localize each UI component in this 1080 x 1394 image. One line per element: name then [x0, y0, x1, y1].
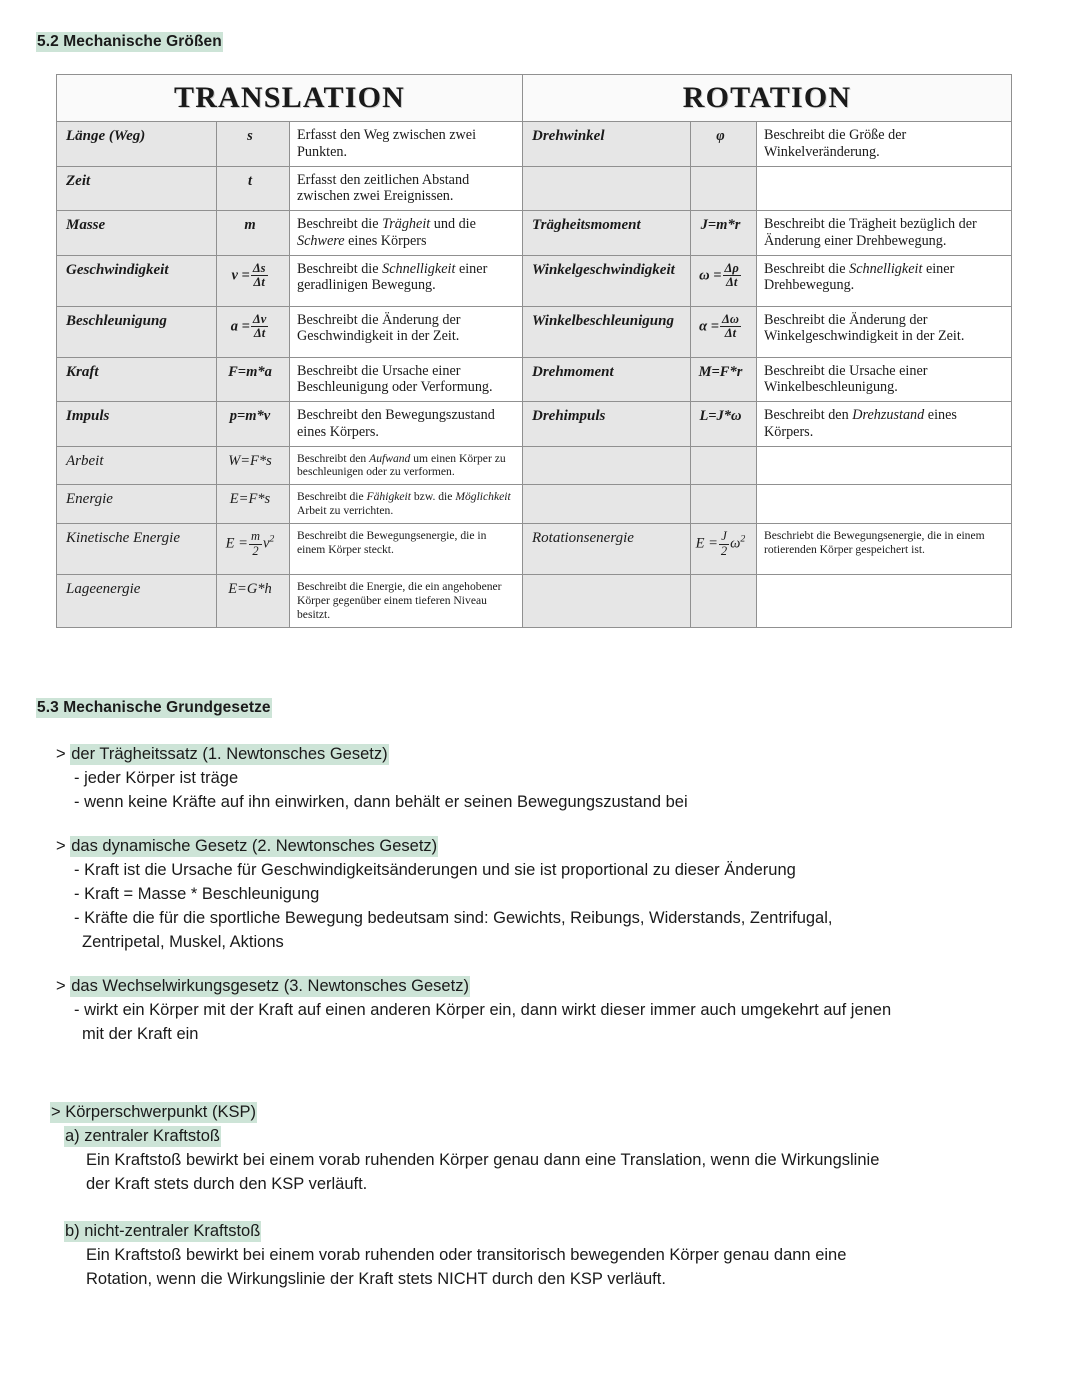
right-description: Beschreibt die Änderung der Winkelgeschwindigkeit in der Zeit.	[757, 306, 1012, 357]
right-description	[757, 166, 1012, 211]
ksp-a-text-2: der Kraft stets durch den KSP verläuft.	[86, 1175, 368, 1194]
law2-bullet-3: - Kräfte die für die sportliche Bewegung bedeutsam sind: Gewichts, Reibungs, Widerstands, Zentrifugal,	[74, 909, 833, 928]
right-symbol: α = $\frac{\Delta\omega}{\Delta t}$	[691, 306, 757, 357]
left-name: Kinetische Energie	[57, 524, 217, 575]
section-heading-5-2	[36, 33, 223, 51]
left-name: Impuls	[57, 402, 217, 447]
table-row	[57, 122, 1012, 167]
right-description: Beschreibt die Trägheit bezüglich der Änderung einer Drehbewegung.	[757, 211, 1012, 256]
left-name: Masse	[57, 211, 217, 256]
right-description: Beschreibt die Schnelligkeit einer Drehbewegung.	[757, 255, 1012, 306]
ksp-b-text-1: Ein Kraftstoß bewirkt bei einem vorab ruhenden oder transitorisch bewegenden Körper genau dann eine	[86, 1246, 847, 1265]
left-name: Länge (Weg)	[57, 122, 217, 167]
left-symbol: s	[217, 122, 290, 167]
table-row	[57, 575, 1012, 628]
right-symbol	[691, 446, 757, 485]
left-symbol: E=F*s	[217, 485, 290, 524]
right-name: Drehwinkel	[523, 122, 691, 167]
left-description: Erfasst den zeitlichen Abstand zwischen zwei Ereignissen.	[290, 166, 523, 211]
bullet-arrow: >	[56, 745, 66, 763]
ksp-a-label-line	[50, 1124, 879, 1148]
right-description: Beschreibt die Ursache einer Winkelbeschleunigung.	[757, 357, 1012, 402]
left-symbol: F=m*a	[217, 357, 290, 402]
left-description: Beschreibt die Fähigkeit bzw. die Möglichkeit Arbeit zu verrichten.	[290, 485, 523, 524]
left-symbol: t	[217, 166, 290, 211]
right-symbol	[691, 166, 757, 211]
banner-translation: TRANSLATION	[57, 75, 523, 122]
law2-title-line	[56, 834, 832, 858]
table-row	[57, 211, 1012, 256]
left-description: Beschreibt den Aufwand um einen Körper zu beschleunigen oder zu verformen.	[290, 446, 523, 485]
ksp-title-line	[50, 1100, 879, 1124]
left-symbol: v = $\frac{\Delta s}{\Delta t}$	[217, 255, 290, 306]
right-symbol: J=m*r	[691, 211, 757, 256]
left-description: Erfasst den Weg zwischen zwei Punkten.	[290, 122, 523, 167]
right-description	[757, 485, 1012, 524]
right-name	[523, 485, 691, 524]
law-block-dynamisches-gesetz	[56, 834, 832, 954]
left-name: Beschleunigung	[57, 306, 217, 357]
left-symbol: a = $\frac{\Delta v}{\Delta t}$	[217, 306, 290, 357]
law2-bullet-1: - Kraft ist die Ursache für Geschwindigkeitsänderungen und sie ist proportional zu dieser Änderung	[74, 861, 796, 880]
right-name: Drehimpuls	[523, 402, 691, 447]
law3-bullet-1: - wirkt ein Körper mit der Kraft auf einen anderen Körper ein, dann wirkt dieser immer auch umgekehrt auf jenen	[74, 1001, 892, 1020]
ksp-title: > Körperschwerpunkt (KSP)	[51, 1103, 256, 1121]
right-description: Beschriebt die Bewegungsenergie, die in einem rotierenden Körper gespeichert ist.	[757, 524, 1012, 575]
table-row	[57, 306, 1012, 357]
table-banner-row	[57, 75, 1012, 122]
left-description: Beschreibt den Bewegungszustand eines Körpers.	[290, 402, 523, 447]
law-block-wechselwirkungsgesetz	[56, 974, 891, 1046]
left-symbol: p=m*v	[217, 402, 290, 447]
left-description: Beschreibt die Schnelligkeit einer geradlinigen Bewegung.	[290, 255, 523, 306]
table-row	[57, 524, 1012, 575]
ksp-b-label: b) nicht-zentraler Kraftstoß	[65, 1222, 261, 1240]
left-name: Lageenergie	[57, 575, 217, 628]
left-symbol: m	[217, 211, 290, 256]
left-description: Beschreibt die Energie, die ein angehobener Körper gegenüber einem tieferen Niveau besitzt.	[290, 575, 523, 628]
left-name: Kraft	[57, 357, 217, 402]
right-description: Beschreibt die Größe der Winkelveränderung.	[757, 122, 1012, 167]
right-symbol: φ	[691, 122, 757, 167]
left-symbol: E=G*h	[217, 575, 290, 628]
right-description: Beschreibt den Drehzustand eines Körpers.	[757, 402, 1012, 447]
right-description	[757, 575, 1012, 628]
law1-title-line	[56, 742, 688, 766]
right-name	[523, 575, 691, 628]
law2-bullet-2: - Kraft = Masse * Beschleunigung	[74, 885, 320, 904]
law3-title: das Wechselwirkungsgesetz (3. Newtonsches Gesetz)	[71, 977, 469, 995]
left-description: Beschreibt die Ursache einer Beschleunigung oder Verformung.	[290, 357, 523, 402]
right-symbol: E = $\frac{J}{2}$ $\omega^2$	[691, 524, 757, 575]
law1-bullet-1: - jeder Körper ist träge	[74, 769, 239, 788]
left-description: Beschreibt die Trägheit und die Schwere eines Körpers	[290, 211, 523, 256]
right-name	[523, 166, 691, 211]
right-name	[523, 446, 691, 485]
law1-bullet-2: - wenn keine Kräfte auf ihn einwirken, dann behält er seinen Bewegungszustand bei	[74, 793, 688, 812]
law-block-traegheitssatz	[56, 742, 688, 814]
right-symbol: L=J*ω	[691, 402, 757, 447]
right-symbol: ω = $\frac{\Delta\rho}{\Delta t}$	[691, 255, 757, 306]
law2-bullet-3-cont: Zentripetal, Muskel, Aktions	[82, 933, 284, 952]
section-heading-5-3-label: 5.3 Mechanische Grundgesetze	[37, 699, 271, 716]
table-row	[57, 357, 1012, 402]
table-row	[57, 166, 1012, 211]
left-name: Geschwindigkeit	[57, 255, 217, 306]
bullet-arrow: >	[56, 837, 66, 855]
left-name: Zeit	[57, 166, 217, 211]
section-heading-5-2-label: 5.2 Mechanische Größen	[37, 33, 222, 50]
ksp-block	[50, 1100, 879, 1196]
ksp-a-label: a) zentraler Kraftstoß	[65, 1127, 220, 1146]
ksp-b-label-line	[50, 1219, 846, 1243]
left-description: Beschreibt die Bewegungsenergie, die in einem Körper steckt.	[290, 524, 523, 575]
left-symbol: W=F*s	[217, 446, 290, 485]
right-name: Trägheitsmoment	[523, 211, 691, 256]
right-symbol	[691, 575, 757, 628]
section-heading-5-3	[36, 699, 272, 717]
ksp-a-text-1: Ein Kraftstoß bewirkt bei einem vorab ruhenden Körper genau dann eine Translation, wenn die Wirkungslinie	[86, 1151, 880, 1170]
law3-bullet-1-cont: mit der Kraft ein	[82, 1025, 199, 1044]
table-row	[57, 485, 1012, 524]
banner-rotation: ROTATION	[523, 75, 1012, 122]
right-name: Winkelgeschwindigkeit	[523, 255, 691, 306]
law3-title-line	[56, 974, 891, 998]
bullet-arrow: >	[56, 977, 66, 995]
table-row	[57, 255, 1012, 306]
ksp-block-b	[50, 1219, 846, 1291]
left-name: Arbeit	[57, 446, 217, 485]
right-name: Winkelbeschleunigung	[523, 306, 691, 357]
right-symbol	[691, 485, 757, 524]
right-symbol: M=F*r	[691, 357, 757, 402]
left-name: Energie	[57, 485, 217, 524]
right-name: Drehmoment	[523, 357, 691, 402]
right-name: Rotationsenergie	[523, 524, 691, 575]
left-description: Beschreibt die Änderung der Geschwindigkeit in der Zeit.	[290, 306, 523, 357]
table-row	[57, 446, 1012, 485]
right-description	[757, 446, 1012, 485]
table-row	[57, 402, 1012, 447]
ksp-b-text-2: Rotation, wenn die Wirkungslinie der Kraft stets NICHT durch den KSP verläuft.	[86, 1270, 666, 1289]
law1-title: der Trägheitssatz (1. Newtonsches Gesetz)	[71, 745, 388, 763]
left-symbol: E = $\frac{m}{2}$ $v^2$	[217, 524, 290, 575]
mechanische-groessen-table	[56, 74, 1012, 628]
law2-title: das dynamische Gesetz (2. Newtonsches Gesetz)	[71, 837, 438, 855]
